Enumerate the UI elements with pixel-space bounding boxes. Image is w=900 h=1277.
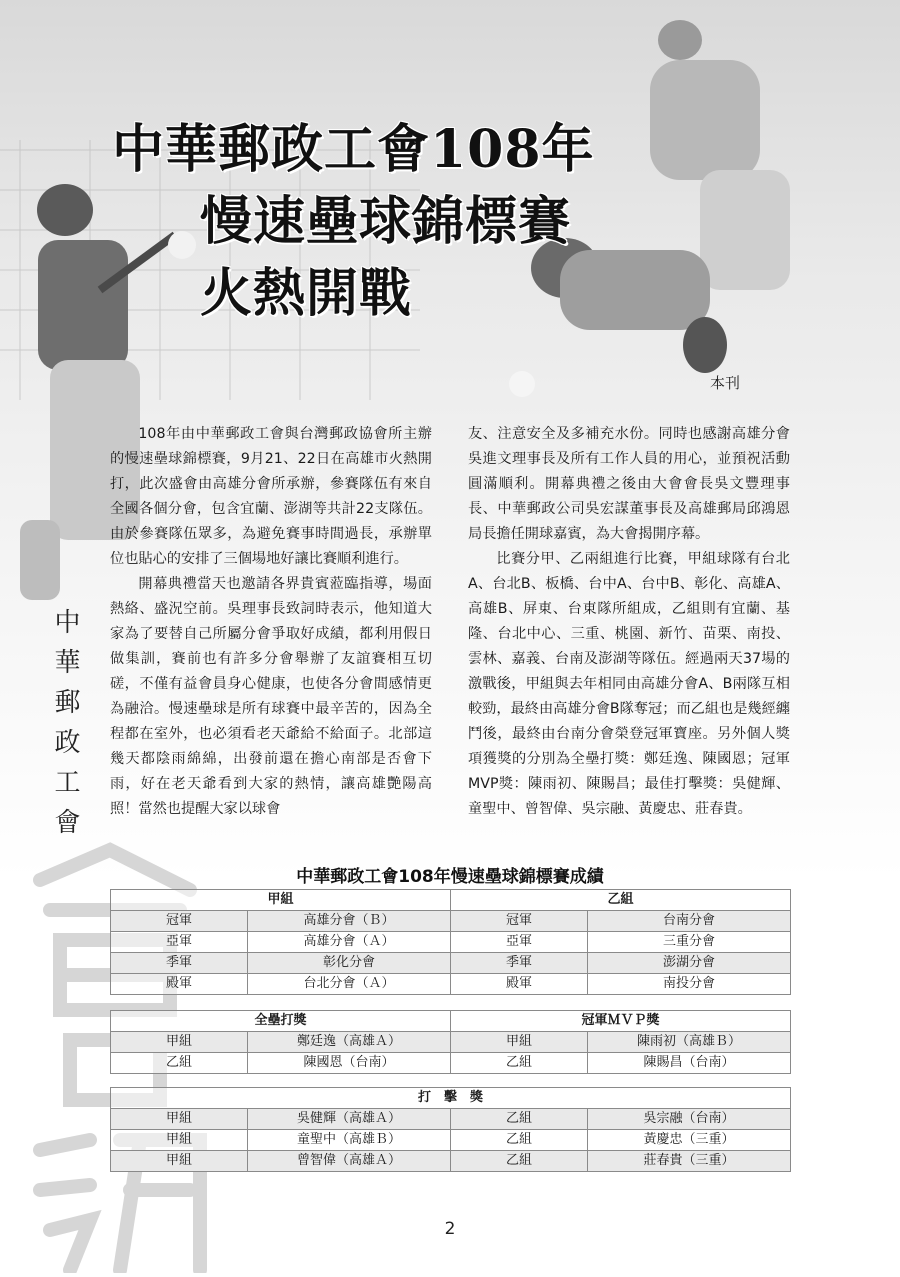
article-left-column [110, 422, 432, 822]
rank-cell: 季軍 [451, 953, 588, 974]
batting-award-header: 打 擊 獎 [111, 1088, 791, 1109]
group-cell: 乙組 [111, 1053, 248, 1074]
mvp-award-header: 冠軍ＭＶＰ獎 [451, 1011, 791, 1032]
rank-cell: 冠軍 [451, 911, 588, 932]
rank-cell: 殿軍 [451, 974, 588, 995]
results-title: 中華郵政工會108年慢速壘球錦標賽成績 [296, 867, 604, 887]
table-row [111, 911, 791, 932]
rank-cell: 亞軍 [111, 932, 248, 953]
team-cell: 台北分會（Ａ） [248, 974, 451, 995]
team-cell: 三重分會 [588, 932, 791, 953]
article-paragraph: 開幕典禮當天也邀請各界貴賓蒞臨指導，場面熱絡、盛況空前。吳理事長致詞時表示，他知道大家為了要替自己所屬分會爭取好成績，都利用假日做集訓，賽前也有許多分會舉辦了友誼賽相互切磋，不僅有益會員身心健康，也使各分會間感情更為融洽。慢速壘球是所有球賽中最辛苦的，因為全程都在室外，也必須看老天爺給不給面子。北部這幾天都陰雨綿綿，出發前還在擔心南部是否會下雨，好在老天爺看到大家的熱情，讓高雄艷陽高照！當然也提醒大家以球會 [110, 576, 432, 817]
table-row [111, 953, 791, 974]
player-cell: 吳健輝（高雄Ａ） [248, 1109, 451, 1130]
player-cell: 陳國恩（台南） [248, 1053, 451, 1074]
article-paragraph: 108年由中華郵政工會與台灣郵政協會所主辦的慢速壘球錦標賽，9月21、22日在高雄市火熱開打，此次盛會由高雄分會所承辦，參賽隊伍有來自全國各個分會，包含宜蘭、澎湖等共計22支隊伍。由於參賽隊伍眾多，為避免賽事時間過長，承辦單位也貼心的安排了三個場地好讓比賽順利進行。 [110, 426, 432, 567]
player-cell: 陳賜昌（台南） [588, 1053, 791, 1074]
title-line-1: 中華郵政工會108年 [112, 119, 595, 180]
team-cell: 澎湖分會 [588, 953, 791, 974]
team-cell: 台南分會 [588, 911, 791, 932]
player-cell: 曾智偉（高雄Ａ） [248, 1151, 451, 1172]
group-b-header: 乙組 [451, 890, 791, 911]
rank-cell: 季軍 [111, 953, 248, 974]
standings-table [110, 889, 791, 995]
home-run-award-header: 全壘打獎 [111, 1011, 451, 1032]
player-cell: 莊春貴（三重） [588, 1151, 791, 1172]
team-cell: 南投分會 [588, 974, 791, 995]
article-right-column [468, 422, 790, 822]
page-number: 2 [444, 1219, 456, 1239]
group-cell: 甲組 [111, 1130, 248, 1151]
table-header-row [111, 1011, 791, 1032]
group-cell: 乙組 [451, 1109, 588, 1130]
group-cell: 甲組 [451, 1032, 588, 1053]
table-row [111, 1032, 791, 1053]
side-label: 中華郵政工會 [50, 608, 80, 848]
title-line-3: 火熱開戰 [200, 263, 413, 324]
table-row [111, 1053, 791, 1074]
byline: 本刊 [710, 374, 741, 392]
rank-cell: 殿軍 [111, 974, 248, 995]
batting-award-table [110, 1087, 791, 1172]
group-a-header: 甲組 [111, 890, 451, 911]
table-row [111, 932, 791, 953]
group-cell: 甲組 [111, 1032, 248, 1053]
table-row [111, 1130, 791, 1151]
rank-cell: 亞軍 [451, 932, 588, 953]
player-cell: 吳宗融（台南） [588, 1109, 791, 1130]
group-cell: 甲組 [111, 1109, 248, 1130]
awards-table [110, 1010, 791, 1074]
group-cell: 乙組 [451, 1130, 588, 1151]
table-row [111, 1109, 791, 1130]
article-paragraph: 友、注意安全及多補充水份。同時也感謝高雄分會吳進文理事長及所有工作人員的用心，並預祝活動圓滿順利。開幕典禮之後由大會會長吳文豐理事長、中華郵政公司吳宏謀董事長及高雄郵局邱鴻恩局長擔任開球嘉賓，為大會揭開序幕。 [468, 426, 790, 542]
table-row [111, 1151, 791, 1172]
player-cell: 鄭廷逸（高雄Ａ） [248, 1032, 451, 1053]
team-cell: 彰化分會 [248, 953, 451, 974]
group-cell: 甲組 [111, 1151, 248, 1172]
table-row [111, 974, 791, 995]
rank-cell: 冠軍 [111, 911, 248, 932]
team-cell: 高雄分會（Ａ） [248, 932, 451, 953]
title-line-2: 慢速壘球錦標賽 [200, 191, 572, 252]
player-cell: 黃慶忠（三重） [588, 1130, 791, 1151]
team-cell: 高雄分會（Ｂ） [248, 911, 451, 932]
table-header-row [111, 1088, 791, 1109]
group-cell: 乙組 [451, 1053, 588, 1074]
group-cell: 乙組 [451, 1151, 588, 1172]
player-cell: 陳雨初（高雄Ｂ） [588, 1032, 791, 1053]
table-header-row [111, 890, 791, 911]
player-cell: 童聖中（高雄Ｂ） [248, 1130, 451, 1151]
article-paragraph: 比賽分甲、乙兩組進行比賽，甲組球隊有台北A、台北B、板橋、台中A、台中B、彰化、高雄A、高雄B、屏東、台東隊所組成，乙組則有宜蘭、基隆、台北中心、三重、桃園、新竹、苗栗、南投、雲林、嘉義、台南及澎湖等隊伍。經過兩天37場的激戰後，甲組與去年相同由高雄分會A、B兩隊互相較勁，最終由高雄分會B隊奪冠；而乙組也是幾經纏鬥後，最終由台南分會榮登冠軍寶座。另外個人獎項獲獎的分別為全壘打獎：鄭廷逸、陳國恩；冠軍MVP獎：陳雨初、陳賜昌；最佳打擊獎：吳健輝、童聖中、曾智偉、吳宗融、黃慶忠、莊春貴。 [468, 551, 790, 817]
